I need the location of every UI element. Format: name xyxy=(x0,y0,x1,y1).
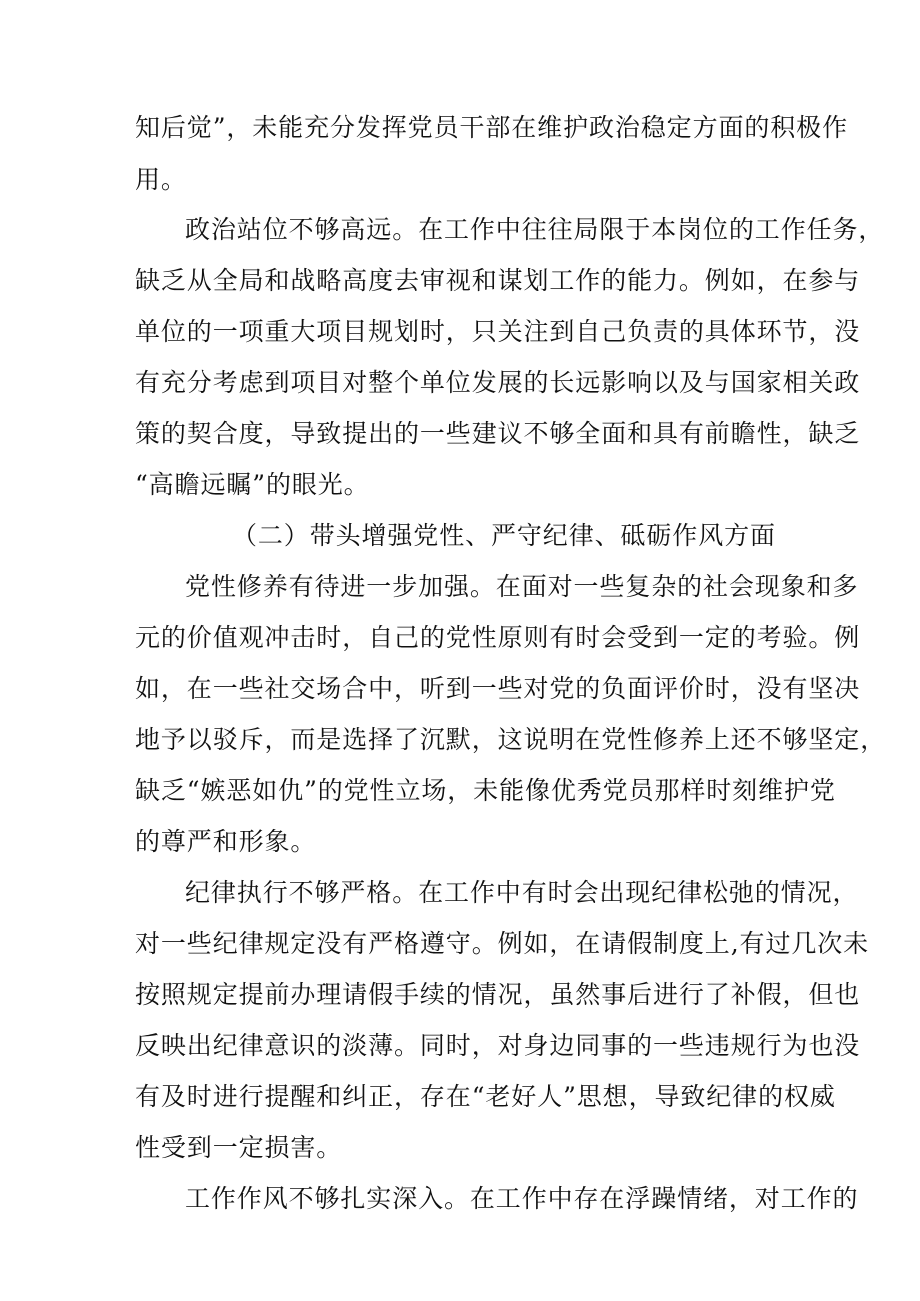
text-line: 如，在一些社交场合中，听到一些对党的负面评价时，没有坚决 xyxy=(135,674,861,703)
text-line: 有及时进行提醒和纠正，存在“老好人”思想，导致纪律的权威 xyxy=(135,1082,836,1111)
text-line: 有充分考虑到项目对整个单位发展的长远影响以及与国家相关政 xyxy=(135,368,861,397)
text-line: 的尊严和形象。 xyxy=(135,827,317,856)
paragraph-first-line: 政治站位不够高远。在工作中往往局限于本岗位的工作任务， xyxy=(185,215,885,244)
paragraph-first-line: 党性修养有待进一步加强。在面对一些复杂的社会现象和多 xyxy=(185,572,859,601)
paragraph-first-line: 纪律执行不够严格。在工作中有时会出现纪律松弛的情况， xyxy=(185,878,859,907)
text-line: 元的价值观冲击时，自己的党性原则有时会受到一定的考验。例 xyxy=(135,623,861,652)
text-line: 缺乏从全局和战略高度去审视和谋划工作的能力。例如，在参与 xyxy=(135,266,861,295)
text-line: 地予以驳斥，而是选择了沉默，这说明在党性修养上还不够坚定， xyxy=(135,725,887,754)
text-line: 单位的一项重大项目规划时，只关注到自己负责的具体环节，没 xyxy=(135,317,861,346)
text-line: 策的契合度，导致提出的一些建议不够全面和具有前瞻性，缺乏 xyxy=(135,419,861,448)
text-line: “高瞻远瞩”的眼光。 xyxy=(135,470,370,499)
paragraph-first-line: 工作作风不够扎实深入。在工作中存在浮躁情绪，对工作的 xyxy=(185,1184,859,1213)
text-line: 性受到一定损害。 xyxy=(135,1133,343,1162)
text-line: 知后觉”，未能充分发挥党员干部在维护政治稳定方面的积极作 xyxy=(135,113,848,142)
text-line: 反映出纪律意识的淡薄。同时，对身边同事的一些违规行为也没 xyxy=(135,1031,861,1060)
text-line: 按照规定提前办理请假手续的情况，虽然事后进行了补假，但也 xyxy=(135,980,861,1009)
section-heading: （二）带头增强党性、严守纪律、砥砺作风方面 xyxy=(232,521,776,550)
text-line: 缺乏“嫉恶如仇”的党性立场，未能像优秀党员那样时刻维护党 xyxy=(135,776,836,805)
text-line: 对一些纪律规定没有严格遵守。例如，在请假制度上,有过几次未 xyxy=(135,929,870,958)
text-line: 用。 xyxy=(135,165,187,194)
